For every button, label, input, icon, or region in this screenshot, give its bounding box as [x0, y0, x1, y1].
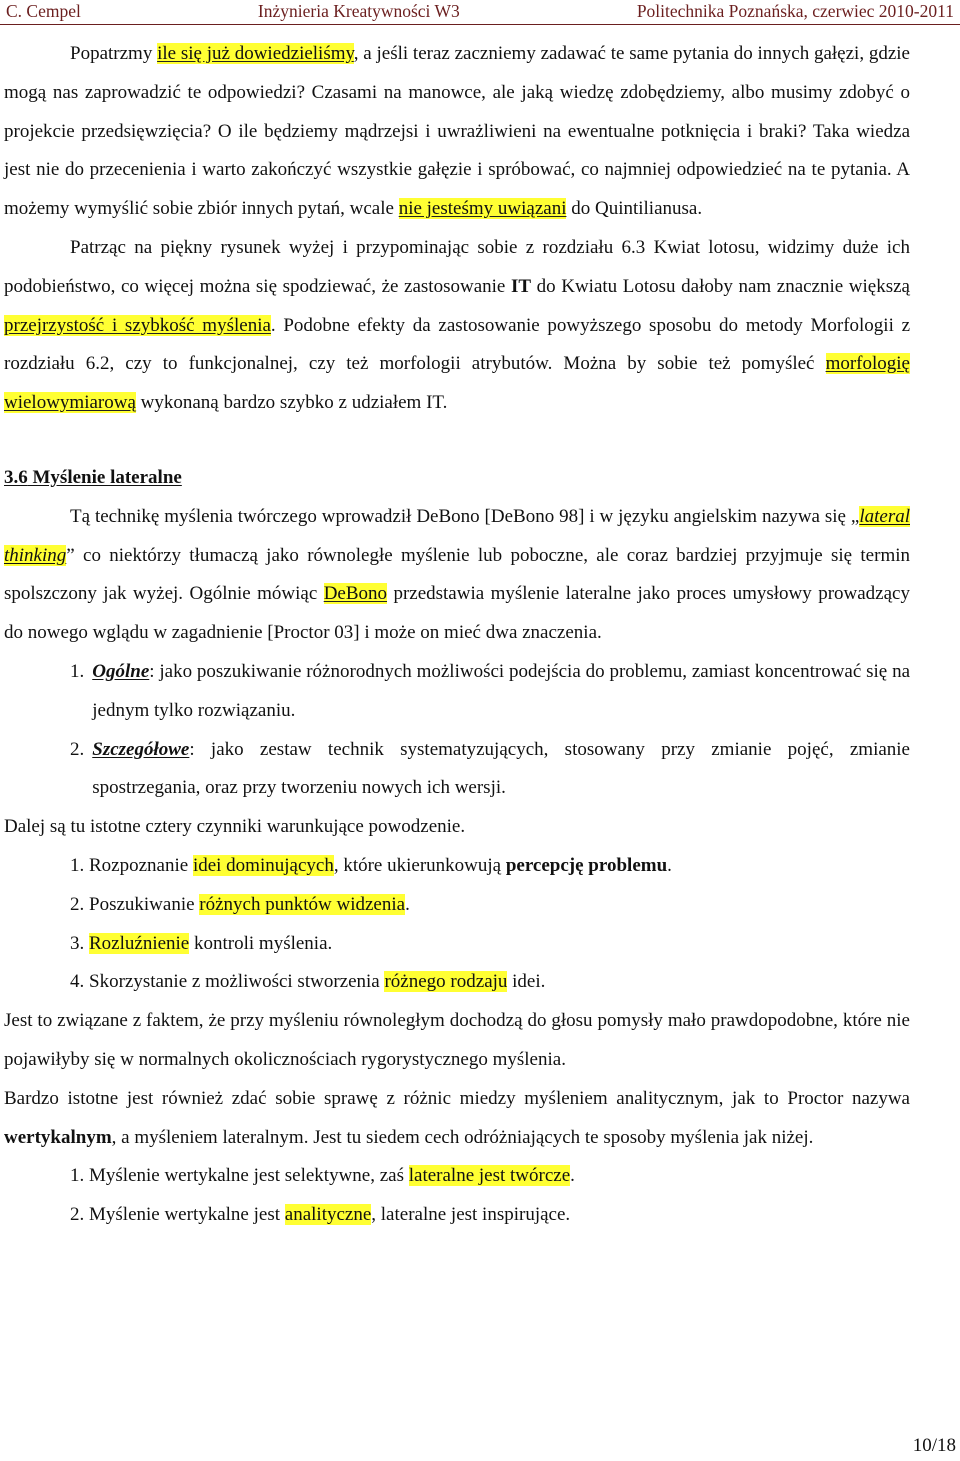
- text-run: ” co niektórzy tłumaczą jako równoległe myślenie lub poboczne, ale coraz bardziej przyjmuje się termin spolszczony jak wyżej. Ogólnie mówiąc: [4, 544, 910, 605]
- text-run: 4. Skorzystanie z możliwości stworzenia: [70, 971, 385, 993]
- text-run: 1. Rozpoznanie: [70, 854, 193, 876]
- header-author: C. Cempel: [6, 0, 81, 21]
- text-run: 1. Myślenie wertykalne jest selektywne, zaś: [70, 1165, 409, 1187]
- factor-item: [70, 963, 910, 1002]
- text-run: 2. Poszukiwanie: [70, 893, 200, 915]
- highlight: nie jesteśmy uwiązani: [398, 198, 567, 220]
- meaning-term: Ogólne: [92, 660, 150, 682]
- section-heading: [4, 459, 910, 498]
- text-run: Tą technikę myślenia twórczego wprowadził DeBono [DeBono 98] i w języku angielskim nazywa się „: [70, 505, 860, 527]
- text-run: : jako zestaw technik systematyzujących, stosowany przy zmianie pojęć, zmianie spostrzegania, oraz przy tworzeniu nowych ich wersji.: [92, 738, 910, 799]
- section-number: 3.6: [4, 466, 28, 488]
- bold-term: IT: [510, 275, 532, 297]
- page-number: 10/18: [912, 1435, 956, 1456]
- paragraph-4: Jest to związane z faktem, że przy myśleniu równoległym dochodzą do głosu pomysły mało prawdopodobne, które nie pojawiłyby się w normalnych okolicznościach rygorystycznego myślenia.: [4, 1010, 910, 1070]
- paragraph-1: [4, 35, 910, 229]
- list-text: [92, 653, 910, 731]
- bold-term: wertykalnym: [4, 1126, 112, 1148]
- meaning-item: [70, 653, 910, 731]
- highlight: lateral thinking: [4, 505, 910, 566]
- text-run: do Kwiatu Lotosu dałoby nam znacznie większą: [531, 275, 910, 297]
- highlight: różnego rodzaju: [384, 971, 508, 993]
- text-run: Bardzo istotne jest również zdać sobie sprawę z różnic miedzy myśleniem analitycznym, jak to Proctor nazywa: [4, 1087, 910, 1109]
- factor-item: [70, 847, 910, 886]
- highlight: różnych punktów widzenia: [199, 893, 406, 915]
- text-run: : jako poszukiwanie różnorodnych możliwości podejścia do problemu, zamiast koncentrować się na jednym tylko rozwiązaniu.: [92, 660, 910, 721]
- highlight: ile się już dowiedzieliśmy: [157, 43, 354, 64]
- highlight: morfologię wielowymiarową: [4, 353, 910, 414]
- text-run: 2. Myślenie wertykalne jest: [70, 1204, 285, 1226]
- bold-term: percepcję problemu: [505, 854, 668, 876]
- text-run: .: [667, 854, 672, 876]
- header-institution: Politechnika Poznańska, czerwiec 2010-2011: [636, 0, 954, 21]
- paragraph-5: [4, 1080, 910, 1158]
- highlight: idei dominujących: [192, 854, 334, 876]
- factors-intro: Dalej są tu istotne cztery czynniki warunkujące powodzenie.: [4, 816, 466, 838]
- paragraph-3: [4, 498, 910, 653]
- text-run: kontroli myślenia.: [189, 932, 333, 954]
- contrast-item: [70, 1157, 910, 1196]
- text-run: . Podobne efekty da zastosowanie powyższego sposobu do metody Morfologii z rozdziału 6.2, czy to funkcjonalnej, czy też morfologii atrybutów. Można by sobie też pomyśleć: [4, 314, 910, 375]
- text-run: do Quintilianusa.: [566, 198, 703, 220]
- text-run: .: [570, 1165, 575, 1187]
- document-body: [4, 35, 910, 1235]
- highlight: przejrzystość i szybkość myślenia: [4, 314, 271, 336]
- text-run: , które ukierunkowują: [333, 854, 506, 876]
- page-header: [0, 0, 960, 22]
- text-run: , a myśleniem lateralnym. Jest tu siedem cech odróżniających te sposoby myślenia jak niżej.: [111, 1126, 814, 1148]
- list-number: 1.: [70, 660, 85, 682]
- text-run: , lateralne jest inspirujące.: [371, 1204, 571, 1226]
- text-run: Patrząc na piękny rysunek wyżej i przypominając sobie z rozdziału 6.3 Kwiat lotosu, widzimy duże ich podobieństwo, co więcej można się spodziewać, że zastosowanie: [4, 236, 910, 297]
- contrast-item: [70, 1196, 910, 1235]
- meaning-term: Szczegółowe: [92, 738, 190, 760]
- factor-item: [70, 886, 910, 925]
- highlight: lateralne jest twórcze: [408, 1165, 571, 1187]
- highlight: analityczne: [284, 1204, 372, 1226]
- list-number: 2.: [70, 738, 85, 760]
- factor-item: [70, 925, 910, 964]
- header-course: Inżynieria Kreatywności W3: [257, 0, 460, 21]
- highlight: DeBono: [323, 583, 388, 605]
- text-run: Popatrzmy: [70, 43, 158, 64]
- text-run: .: [405, 893, 410, 915]
- list-text: [92, 731, 910, 809]
- text-run: przedstawia myślenie lateralne jako proces umysłowy prowadzący do nowego wglądu w zagadnienie [Proctor 03] i może on mieć dwa znaczenia.: [4, 583, 910, 644]
- meaning-item: [70, 731, 910, 809]
- paragraph-2: [4, 229, 910, 423]
- section-title: Myślenie lateralne: [27, 466, 182, 488]
- header-divider: [0, 24, 960, 25]
- text-run: idei.: [507, 971, 546, 993]
- text-run: wykonaną bardzo szybko z udziałem IT.: [135, 392, 448, 414]
- text-run: , a jeśli teraz zaczniemy zadawać te same pytania do innych gałęzi, gdzie mogą nas zaprowadzić te odpowiedzi? Czasami na manowce, ale jaką wiedzę zdobędziemy, albo musimy zdobyć o projekcie przedsięwzięcia? O ile będziemy mądrzejsi i uwrażliwieni na ewentualne potknięcia i braki? Taka wiedza jest nie do przecenienia i warto zakończyć wszystkie gałęzie i spróbować, co najmniej odpowiedzieć na te pytania. A możemy wymyślić sobie zbiór innych pytań, wcale: [4, 43, 910, 220]
- highlight: Rozluźnienie: [89, 932, 190, 954]
- text-run: 3.: [70, 932, 89, 954]
